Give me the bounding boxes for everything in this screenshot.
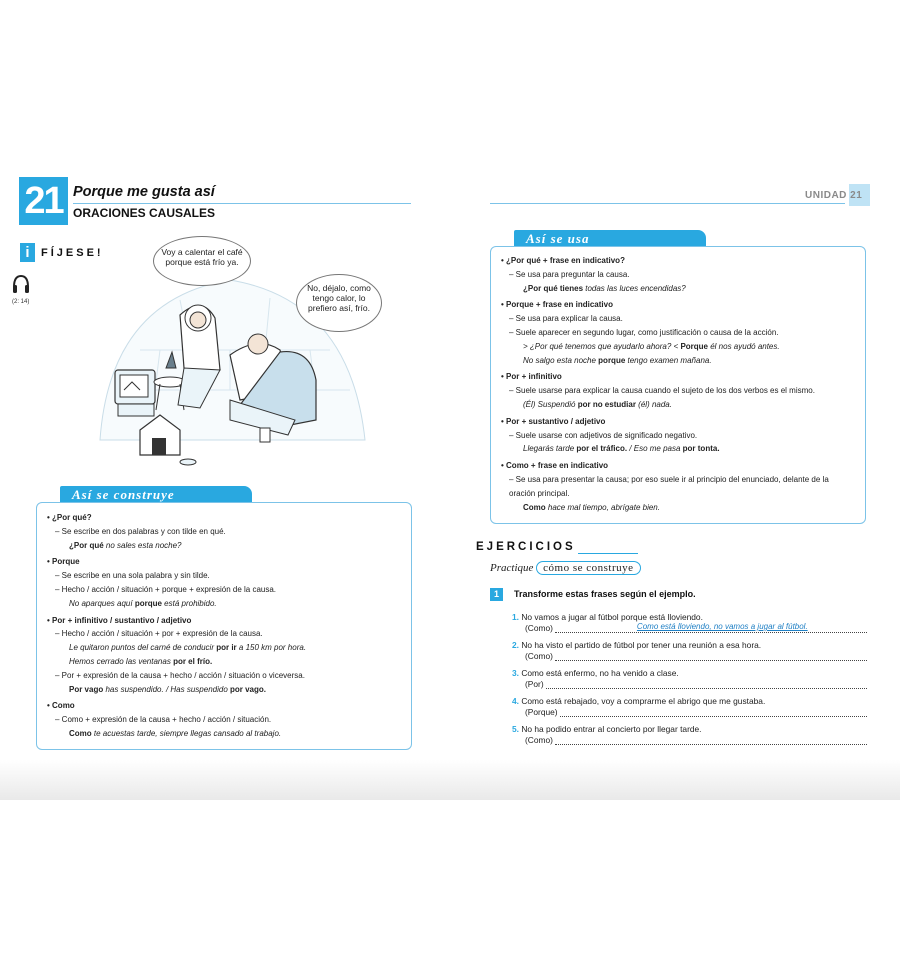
rule-example bbox=[501, 340, 855, 354]
audio-track: (2: 14) bbox=[12, 299, 30, 305]
handwritten-answer: Como está lloviendo, no vamos a jugar al fútbol. bbox=[636, 622, 808, 631]
text: Suele aparecer en segundo lugar, como justificación o causa de la acción. bbox=[515, 327, 779, 337]
unit-label: UNIDAD 21 bbox=[805, 190, 863, 201]
text: Hecho / acción / situación + por + expresión de la causa. bbox=[61, 629, 263, 639]
text: hace mal tiempo, abrígate bien. bbox=[545, 502, 660, 512]
exercise-sentence bbox=[512, 612, 867, 622]
exercise-item bbox=[512, 724, 867, 745]
ejercicios-rule bbox=[578, 553, 638, 554]
rule-description bbox=[47, 713, 401, 727]
text: está prohibido. bbox=[161, 598, 217, 608]
text: Como bbox=[52, 701, 75, 711]
practique-pill: cómo se construye bbox=[536, 561, 640, 575]
rule-example bbox=[501, 282, 855, 296]
text: Por + sustantivo / adjetivo bbox=[506, 416, 606, 426]
text: te acuestas tarde, siempre llegas cansado al trabajo. bbox=[91, 728, 282, 738]
exercise-item bbox=[512, 640, 867, 661]
unit-number-badge: 21 bbox=[19, 177, 68, 225]
text: ¿Por qué? bbox=[52, 513, 92, 522]
rule-example bbox=[47, 727, 401, 741]
practique-label: Practique bbox=[490, 562, 534, 574]
text: Se usa para presentar la causa; por eso suele ir al principio del enunciado, delante de la oración principal. bbox=[509, 474, 829, 498]
exercise-answer-line bbox=[512, 679, 867, 689]
exercise-item-number: 5. bbox=[512, 724, 519, 734]
text: todas las luces encendidas? bbox=[583, 283, 686, 293]
exercise-sentence-text: No ha visto el partido de fútbol por tener una reunión a esa hora. bbox=[521, 640, 762, 650]
rule-description bbox=[501, 312, 855, 326]
exercise-sentence bbox=[512, 640, 867, 650]
answer-field[interactable] bbox=[555, 652, 867, 661]
exercise-answer-line bbox=[512, 735, 867, 745]
emphasis-text: por el tráfico. bbox=[576, 444, 628, 454]
rule-example bbox=[501, 501, 855, 515]
text: él nos ayudó antes. bbox=[708, 341, 780, 351]
rule-heading bbox=[47, 555, 401, 569]
text: Suele usarse con adjetivos de significado negativo. bbox=[515, 430, 698, 440]
exercise-item bbox=[512, 668, 867, 689]
text: Llegarás tarde bbox=[523, 444, 577, 454]
emphasis-text: por el frío. bbox=[173, 656, 213, 666]
exercise-sentence-text: Como está rebajado, voy a comprarme el abrigo que me gustaba. bbox=[521, 696, 766, 706]
rule-example bbox=[501, 442, 855, 456]
emphasis-text: por tonta. bbox=[682, 444, 720, 454]
rule-description bbox=[501, 268, 855, 282]
emphasis-text: porque bbox=[598, 355, 626, 365]
emphasis-text: ¿Por qué tienes bbox=[523, 283, 584, 293]
construye-tab: Así se construye bbox=[60, 486, 252, 503]
text: Se escribe en una sola palabra y sin tilde. bbox=[61, 571, 210, 581]
emphasis-text: por vago. bbox=[229, 684, 266, 694]
text: tengo examen mañana. bbox=[625, 355, 712, 365]
exercise-answer-line bbox=[512, 623, 867, 633]
text: ¿Por qué + frase en indicativo? bbox=[506, 256, 625, 265]
exercise-item-number: 4. bbox=[512, 696, 519, 706]
exercise-item bbox=[512, 612, 867, 633]
exercise-sentence-text: No ha podido entrar al concierto por llegar tarde. bbox=[521, 724, 702, 734]
text: Como + frase en indicativo bbox=[506, 461, 609, 471]
exercise-sentence bbox=[512, 696, 867, 706]
page-shadow bbox=[0, 760, 900, 800]
rule-description bbox=[501, 473, 855, 501]
exercise-sentence bbox=[512, 724, 867, 734]
text: Se usa para explicar la causa. bbox=[515, 314, 623, 324]
exercise-prompt-word: (Como) bbox=[525, 735, 553, 745]
text: (Él) Suspendió bbox=[523, 399, 578, 409]
rule-description bbox=[47, 569, 401, 583]
construye-box bbox=[36, 502, 412, 750]
exercise-number-badge: 1 bbox=[490, 588, 503, 601]
rule-heading bbox=[47, 699, 401, 713]
exercise-item-number: 3. bbox=[512, 668, 519, 678]
speech-bubble-left: Voy a calentar el café porque está frío ya. bbox=[153, 236, 251, 286]
exercise-answer-line bbox=[512, 707, 867, 717]
usa-content bbox=[491, 247, 865, 514]
construye-content bbox=[37, 503, 411, 741]
unit-subtitle: ORACIONES CAUSALES bbox=[73, 206, 216, 220]
text: > ¿Por qué tenemos que ayudarlo ahora? < bbox=[523, 341, 681, 351]
answer-field[interactable] bbox=[546, 680, 867, 689]
emphasis-text: porque bbox=[134, 598, 162, 608]
exercise-sentence-text: No vamos a jugar al fútbol porque está lloviendo. bbox=[521, 612, 703, 622]
headphones-icon bbox=[11, 272, 31, 298]
rule-heading bbox=[501, 298, 855, 312]
answer-field[interactable] bbox=[560, 708, 867, 717]
exercise-prompt-word: (Porque) bbox=[525, 707, 558, 717]
rule-example bbox=[47, 539, 401, 553]
text: Hemos cerrado las ventanas bbox=[69, 656, 174, 666]
emphasis-text: Como bbox=[69, 728, 92, 738]
emphasis-text: Por vago bbox=[69, 684, 104, 694]
practique-heading bbox=[490, 561, 641, 575]
text: Porque + frase en indicativo bbox=[506, 300, 613, 310]
rule-example bbox=[47, 655, 401, 669]
text: Porque bbox=[52, 557, 80, 567]
title-rule bbox=[73, 203, 411, 204]
exercise-heading: Transforme estas frases según el ejemplo. bbox=[514, 589, 696, 599]
rule-heading bbox=[501, 254, 855, 268]
text: Suele usarse para explicar la causa cuando el sujeto de los dos verbos es el mismo. bbox=[515, 386, 815, 396]
text: Le quitaron puntos del carné de conducir bbox=[69, 643, 217, 653]
emphasis-text: por no estudiar bbox=[577, 399, 636, 409]
exercise-item-number: 1. bbox=[512, 612, 519, 622]
rule-description bbox=[501, 384, 855, 398]
emphasis-text: Como bbox=[523, 502, 546, 512]
rule-description bbox=[47, 669, 401, 683]
text: Se escribe en dos palabras y con tilde en qué. bbox=[61, 526, 226, 536]
text: Hecho / acción / situación + porque + expresión de la causa. bbox=[61, 584, 277, 594]
exercise-answer-line bbox=[512, 651, 867, 661]
exercise-item-number: 2. bbox=[512, 640, 519, 650]
usa-tab: Así se usa bbox=[514, 230, 706, 247]
rule-example bbox=[501, 398, 855, 412]
rule-description bbox=[47, 583, 401, 597]
text: Como + expresión de la causa + hecho / acción / situación. bbox=[61, 715, 272, 725]
exercise-sentence-text: Como está enfermo, no ha venido a clase. bbox=[521, 668, 679, 678]
text: (él) nada. bbox=[635, 399, 672, 409]
text: Se usa para preguntar la causa. bbox=[515, 269, 630, 279]
emphasis-text: por ir bbox=[216, 643, 237, 653]
unit-title: Porque me gusta así bbox=[73, 184, 215, 200]
rule-heading bbox=[501, 370, 855, 384]
text: no sales esta noche? bbox=[103, 540, 182, 550]
rule-example bbox=[501, 354, 855, 368]
text: a 150 km por hora. bbox=[236, 643, 307, 653]
info-icon: i bbox=[20, 243, 35, 262]
rule-example bbox=[47, 641, 401, 655]
rule-heading bbox=[47, 614, 401, 628]
text: Por + expresión de la causa + hecho / acción / situación o viceversa. bbox=[61, 670, 305, 680]
fijese-heading: FÍJESE! bbox=[41, 247, 104, 259]
usa-box bbox=[490, 246, 866, 524]
text: Por + infinitivo / sustantivo / adjetivo bbox=[52, 615, 192, 625]
text: has suspendido. / Has suspendido bbox=[103, 684, 230, 694]
rule-heading bbox=[47, 511, 401, 525]
text: Por + infinitivo bbox=[506, 372, 562, 382]
exercise-prompt-word: (Como) bbox=[525, 623, 553, 633]
ejercicios-heading: EJERCICIOS bbox=[476, 541, 576, 553]
exercise-item bbox=[512, 696, 867, 717]
text: No aparques aquí bbox=[69, 598, 135, 608]
rule-description bbox=[47, 627, 401, 641]
text: No salgo esta noche bbox=[523, 355, 599, 365]
rule-example bbox=[47, 597, 401, 611]
emphasis-text: Porque bbox=[680, 341, 708, 351]
rule-heading bbox=[501, 415, 855, 429]
text: / Eso me pasa bbox=[627, 444, 683, 454]
rule-description bbox=[501, 326, 855, 340]
header-rule bbox=[490, 203, 845, 204]
speech-bubble-right: No, déjalo, como tengo calor, lo prefiero así, frío. bbox=[296, 274, 382, 332]
exercise-prompt-word: (Como) bbox=[525, 651, 553, 661]
rule-example bbox=[47, 683, 401, 697]
rule-heading bbox=[501, 459, 855, 473]
emphasis-text: ¿Por qué bbox=[69, 540, 104, 550]
exercise-prompt-word: (Por) bbox=[525, 679, 544, 689]
answer-field[interactable] bbox=[555, 624, 867, 633]
exercise-sentence bbox=[512, 668, 867, 678]
rule-description bbox=[47, 525, 401, 539]
answer-field[interactable] bbox=[555, 736, 867, 745]
rule-description bbox=[501, 429, 855, 443]
